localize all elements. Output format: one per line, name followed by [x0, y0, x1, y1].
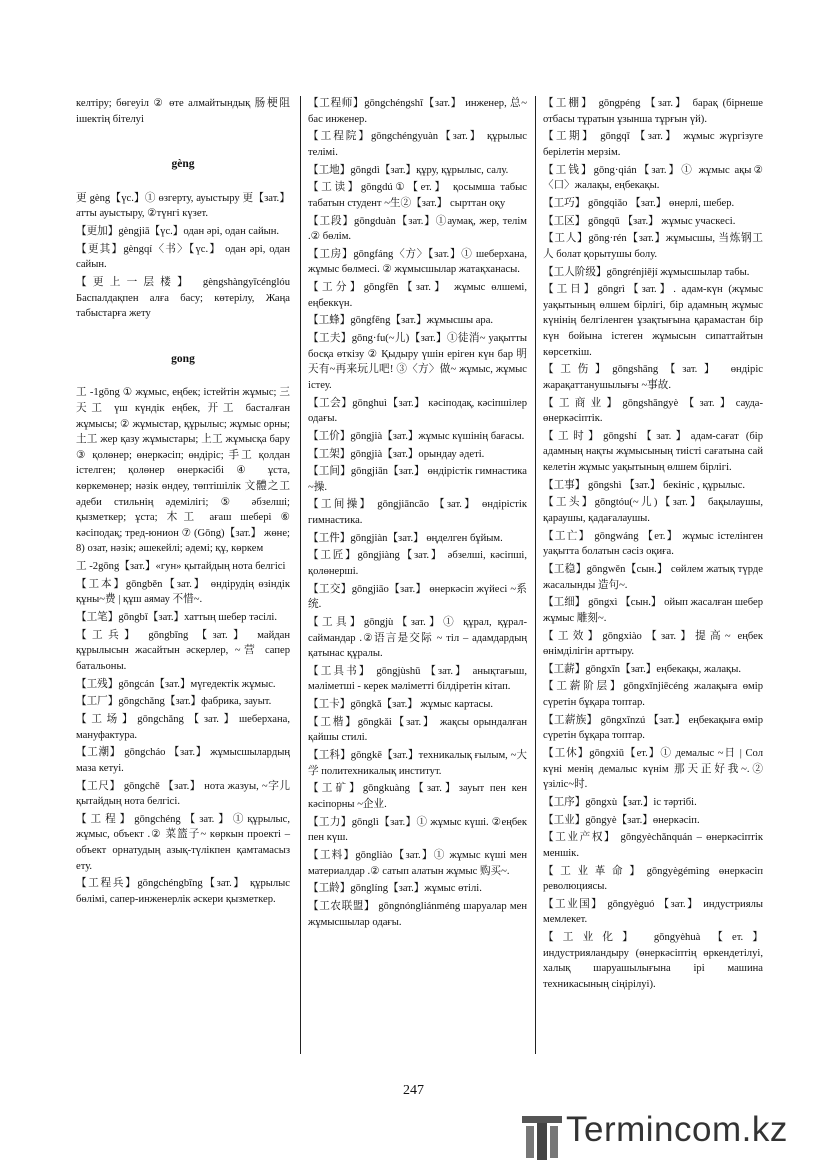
- dictionary-entry: 【工具书】 gōngjùshū 【зат.】 анықтағыш, мәліметші - керек мәліметті білдіретін кітап.: [308, 665, 527, 693]
- dictionary-entry: 【工分】gōngfēn【зат.】 жұмыс өлшемі, еңбеккүн.: [308, 282, 527, 309]
- dictionary-entry: 【工架】gōngjià【зат.】орындау әдеті.: [308, 448, 485, 460]
- dictionary-entry: 【工尺】 gōngchě 【зат.】 нота жазуы, ~字儿 қытайдың нота белгісі.: [76, 780, 290, 808]
- dictionary-entry: 【工夫】gōng·fu(~儿)【зат.】①徒消~ уақытты босқа өткізу ② Қыдыру үшін еріген күн бар 明天有~再来玩儿吧! ③〈方〉做~ жұмыс, жұмыс істеу.: [308, 333, 527, 391]
- dictionary-entry: 【工商业】gōngshāngyè【зат.】сауда-өнеркәсіптік.: [543, 397, 763, 425]
- dictionary-entry: 【工场】gōngchǎng【зат.】шеберхана, мануфактура.: [76, 713, 290, 741]
- column-divider: [535, 96, 536, 1054]
- dictionary-entry: 【工潮】 gōngcháo 【зат.】 жұмысшылардың маза кетуі.: [76, 747, 290, 774]
- dictionary-entry: 【工本】gōngběn【зат.】 өндірудің өзіндік құны~费 | құш аямау 不惜~.: [76, 578, 290, 606]
- dictionary-entry: 【工巧】 gōngqiǎo 【зат.】 өнерлі, шебер.: [543, 197, 735, 209]
- termincom-logo[interactable]: [520, 1108, 820, 1164]
- dictionary-entry: 【工程】gōngchéng【зат.】①құрылыс, жұмыс, объект .② 菜篮子~ көркын проекті – объект орнатудың азық-түлікпен қамтамасыз ету.: [76, 813, 290, 872]
- dictionary-entry: 【工薪】gōngxīn【зат.】еңбекақы, жалақы.: [543, 663, 741, 675]
- dictionary-entry: 【工序】gōngxù【зат.】іс тәртібі.: [543, 796, 697, 808]
- dictionary-entry: 【工科】gōngkē【зат.】техникалық ғылым, ~大学 политехникалық институт.: [308, 750, 527, 777]
- dictionary-entry: 【工程师】gōngchéngshī【зат.】 инженер, 总~ бас инженер.: [308, 98, 527, 125]
- dictionary-entry: 更 gèng【үс.】① өзгерту, ауыстыру 更【зат.】 атты ауыстыру, ②түнгі күзет.: [76, 192, 290, 220]
- dictionary-entry: 【工人】gōng·rén【зат.】жұмысшы, 当炼钢工人 болат қорытушы болу.: [543, 233, 763, 260]
- dictionary-entry: 【工棚】 gōngpéng 【зат.】 барақ (бірнеше отбасы тұратын ұзынша тұрғын үй).: [543, 98, 763, 125]
- section-heading: gèng: [171, 158, 195, 171]
- dictionary-entry: 【工休】gōngxiū【ет.】① демалыс ~日 | Сол күні менің демалыс күнім 那天正好我~.② үзіліс~时.: [543, 748, 763, 791]
- dictionary-entry: 【工伤】gōngshāng【зат.】 өндіріс жарақаттанушылығы ~事故.: [543, 364, 763, 391]
- logo-text: Termincom.kz: [566, 1110, 788, 1149]
- dictionary-entry: 【工具】gōngjù【зат.】① құрал, құрал-саймандар .②语言是交际 ~ тіл – адамдардың қатынас құралы.: [308, 617, 527, 660]
- dictionary-entry: 【工价】gōngjià【зат.】жұмыс күшінің бағасы.: [308, 430, 525, 442]
- dictionary-entry: 【工匠】gōngjiàng【зат.】 әбзелші, кәсіпші, қолөнерші.: [308, 550, 527, 578]
- dictionary-entry: 【工细】 gōngxì 【сын.】 ойып жасалған шебер жұмыс 雕刻~.: [543, 597, 763, 624]
- dictionary-entry: 【工亡】 gōngwáng 【ет.】 жұмыс істелінген уақытта болатын сәсіз оқиға.: [543, 530, 763, 558]
- dictionary-entry: 【更加】gèngjiā【үс.】одан әрі, одан сайын.: [76, 226, 280, 238]
- dictionary-entry: 【工人阶级】gōngrénjiējí жұмысшылар табы.: [543, 266, 750, 278]
- dictionary-entry: 【工会】gōnghuì【зат.】 кәсіподақ, кәсіпшілер одағы.: [308, 397, 527, 425]
- dictionary-entry: 【工残】gōngcán【зат.】мүгедектік жұмыс.: [76, 678, 276, 690]
- dictionary-entry: 【工效】gōngxiào【зат.】提高~ еңбек өнімділігін арттыру.: [543, 630, 763, 658]
- dictionary-entry: 【工房】gōngfáng〈方〉【зат.】① шеберхана, жұмыс бөлмесі. ② жұмысшылар жатақханасы.: [308, 248, 527, 276]
- dictionary-entry: 【工业化】 gōngyèhuà 【ет.】 индустрияландыру (өнеркәсіптің өркендетілуі, халық шаруашылығына ірі машина техникасының сіңірілуі).: [543, 932, 763, 990]
- dictionary-entry: 【工力】gōnglì【зат.】① жұмыс күші. ②еңбек пен күш.: [308, 816, 527, 844]
- tower-t-logo-icon: [520, 1110, 564, 1162]
- dictionary-entry: 【工稳】gōngwěn【сын.】 сөйлем жатық түрде жасалынды 造句~.: [543, 563, 763, 591]
- dictionary-entry: 【工卡】gōngkǎ【зат.】 жұмыс картасы.: [308, 699, 494, 711]
- column-divider: [300, 96, 301, 1054]
- dictionary-entry: 【工农联盟】 gōngnóngliánméng шаруалар мен жұмысшылар одағы.: [308, 900, 527, 928]
- page-number: 247: [403, 1083, 424, 1098]
- dictionary-entry: 【工薪族】 gōngxīnzú 【зат.】 еңбекақыға өмір сүретін бұқара топтар.: [543, 714, 763, 742]
- dictionary-entry: 【工期】 gōngqī 【зат.】 жұмыс жүргізуге берілетін мерзім.: [543, 131, 763, 158]
- dictionary-entry: 【更其】gèngqí〈书〉【үс.】 одан әрі, одан сайын.: [76, 243, 290, 271]
- dictionary-entry: 【工业】gōngyè【зат.】өнеркәсіп.: [543, 814, 700, 826]
- dictionary-entry: 【工料】gōngliào【зат.】① жұмыс күші мен материалдар .② сатып алатын жұмыс 购买~.: [308, 849, 527, 877]
- dictionary-entry: 【更上一层楼】 gèngshàngyīcénglóu Баспалдақпен алға басу; көтерілу, Жаңа табыстарға жету: [76, 277, 290, 320]
- dictionary-entry: 【工业产权】 gōngyèchǎnquán – өнеркәсіптік меншік.: [543, 832, 763, 859]
- dictionary-entry: 【工间操】 gōngjiāncāo 【зат.】 өндірістік гимнастика.: [308, 499, 527, 527]
- dictionary-entry: 【工间】gōngjiān【зат.】 өндірістік гимнастика ~操.: [308, 466, 527, 493]
- dictionary-entry: 【工读】gōngdú①【ет.】 қосымша табыс табатын студент ~生②【зат.】 сырттан оқу: [308, 182, 527, 209]
- dictionary-column-3: [543, 96, 763, 995]
- dictionary-entry: келтіру; бөгеуіл ② өте алмайтындық 肠梗阻 ішектің бітелуі: [76, 98, 290, 125]
- dictionary-entry: 【工地】gōngdì【зат.】құру, құрылыс, салу.: [308, 164, 509, 176]
- dictionary-entry: 【工事】 gōngshì 【зат.】 бекініс , құрылыс.: [543, 479, 746, 491]
- dictionary-column-1: [76, 96, 290, 910]
- dictionary-entry: 【工薪阶层】gōngxīnjiēcéng жалақыға өмір сүретін бұқара топтар.: [543, 681, 763, 709]
- dictionary-entry: 【工区】 gōngqū 【зат.】 жұмыс учаскесі.: [543, 215, 736, 227]
- dictionary-entry: 工 -1gōng ① жұмыс, еңбек; істейтін жұмыс; 三天工 үш күндік еңбек, 开工 басталған жұмысы; ② жұмыстар, құрылыс; жұмыс орны; 土工 жер қазу жұмыстары; 上工 жұмысқа бару ③ қолөнер; өнеркәсіп; өндіріс; 手工 қолдан істелген; қолөнер өнеркәсібі ④ ұста, көркемөнер; нәзік өндеу, төптішілік 文體之工 әдеби стильнің әдемілігі; ⑤ әбзелші; қызметкер; ұста; 木工 ағаш шебері ⑥ кәсіподақ; тред-юнион ⑦ (Gōng)【зат.】 жөне; 8) озат, нәзік; әшекейлі; әдемі; құ, көркем: [76, 387, 290, 555]
- dictionary-column-2: [308, 96, 527, 932]
- dictionary-entry: 【工厂】gōngchǎng【зат.】фабрика, зауыт.: [76, 696, 272, 708]
- dictionary-entry: 【工业国】 gōngyèguó 【зат.】 индустриялы мемлекет.: [543, 898, 763, 926]
- dictionary-entry: 【工矿】gōngkuàng【зат.】зауыт пен кен кәсіпорны ~企业.: [308, 783, 527, 810]
- section-heading: gong: [171, 352, 195, 365]
- dictionary-entry: 【工件】gōngjiàn【зат.】 өңделген бұйым.: [308, 532, 503, 544]
- dictionary-entry: 【工钱】gōng·qián【зат.】① жұмыс ақы②〈口〉жалақы, еңбекақы.: [543, 164, 763, 192]
- dictionary-entry: 【工头】gōngtóu(~儿)【зат.】 бақылаушы, қараушы, қадағалаушы.: [543, 497, 763, 524]
- dictionary-entry: 工 -2gōng【зат.】«гун» қытайдың нота белгісі: [76, 561, 286, 573]
- dictionary-entry: 【工兵】 gōngbīng 【зат.】 майдан құрылысын жасайтын әскерлер, ~营 сапер батальоны.: [76, 629, 290, 672]
- dictionary-entry: 【工日】gōngrì【зат.】. адам-күн (жұмыс уақытының өлшем бірлігі, бір адамның жұмыс күнінің белгіленген ұзақтығына қарамастан бір күн бойына істеген жұмысын сипаттайтын көрсеткіш.: [543, 284, 763, 358]
- dictionary-entry: 【工段】gōngduàn【зат.】①аумақ, жер, телім .② бөлім.: [308, 215, 527, 243]
- dictionary-entry: 【工时】gōngshí【зат.】адам-сағат (бір адамның нақты жұмысының тиісті сағатына сай келетін жұмыс уақытының өлшем бірлігі.: [543, 430, 763, 473]
- dictionary-entry: 【工程兵】gōngchéngbīng【зат.】 құрылыс бөлімі, сапер-инженерлік әскери қызметкер.: [76, 878, 290, 905]
- dictionary-entry: 【工笔】gōngbǐ【зат.】хаттың шебер тәсілі.: [76, 612, 277, 623]
- dictionary-entry: 【工蜂】gōngfēng【зат.】жұмысшы ара.: [308, 315, 494, 327]
- dictionary-entry: 【工程院】gōngchéngyuàn【зат.】 құрылыс телімі.: [308, 131, 527, 158]
- dictionary-entry: 【工楷】gōngkǎi【зат.】 жақсы орындалған қайшы стилі.: [308, 716, 527, 744]
- dictionary-entry: 【工龄】gōnglíng【зат.】жұмыс өтілі.: [308, 883, 482, 895]
- dictionary-entry: 【工业革命】gōngyègémìng өнеркәсіп революциясы.: [543, 865, 763, 893]
- dictionary-entry: 【工交】gōngjiāo【зат.】 өнеркәсіп жүйесі ~系统.: [308, 583, 527, 611]
